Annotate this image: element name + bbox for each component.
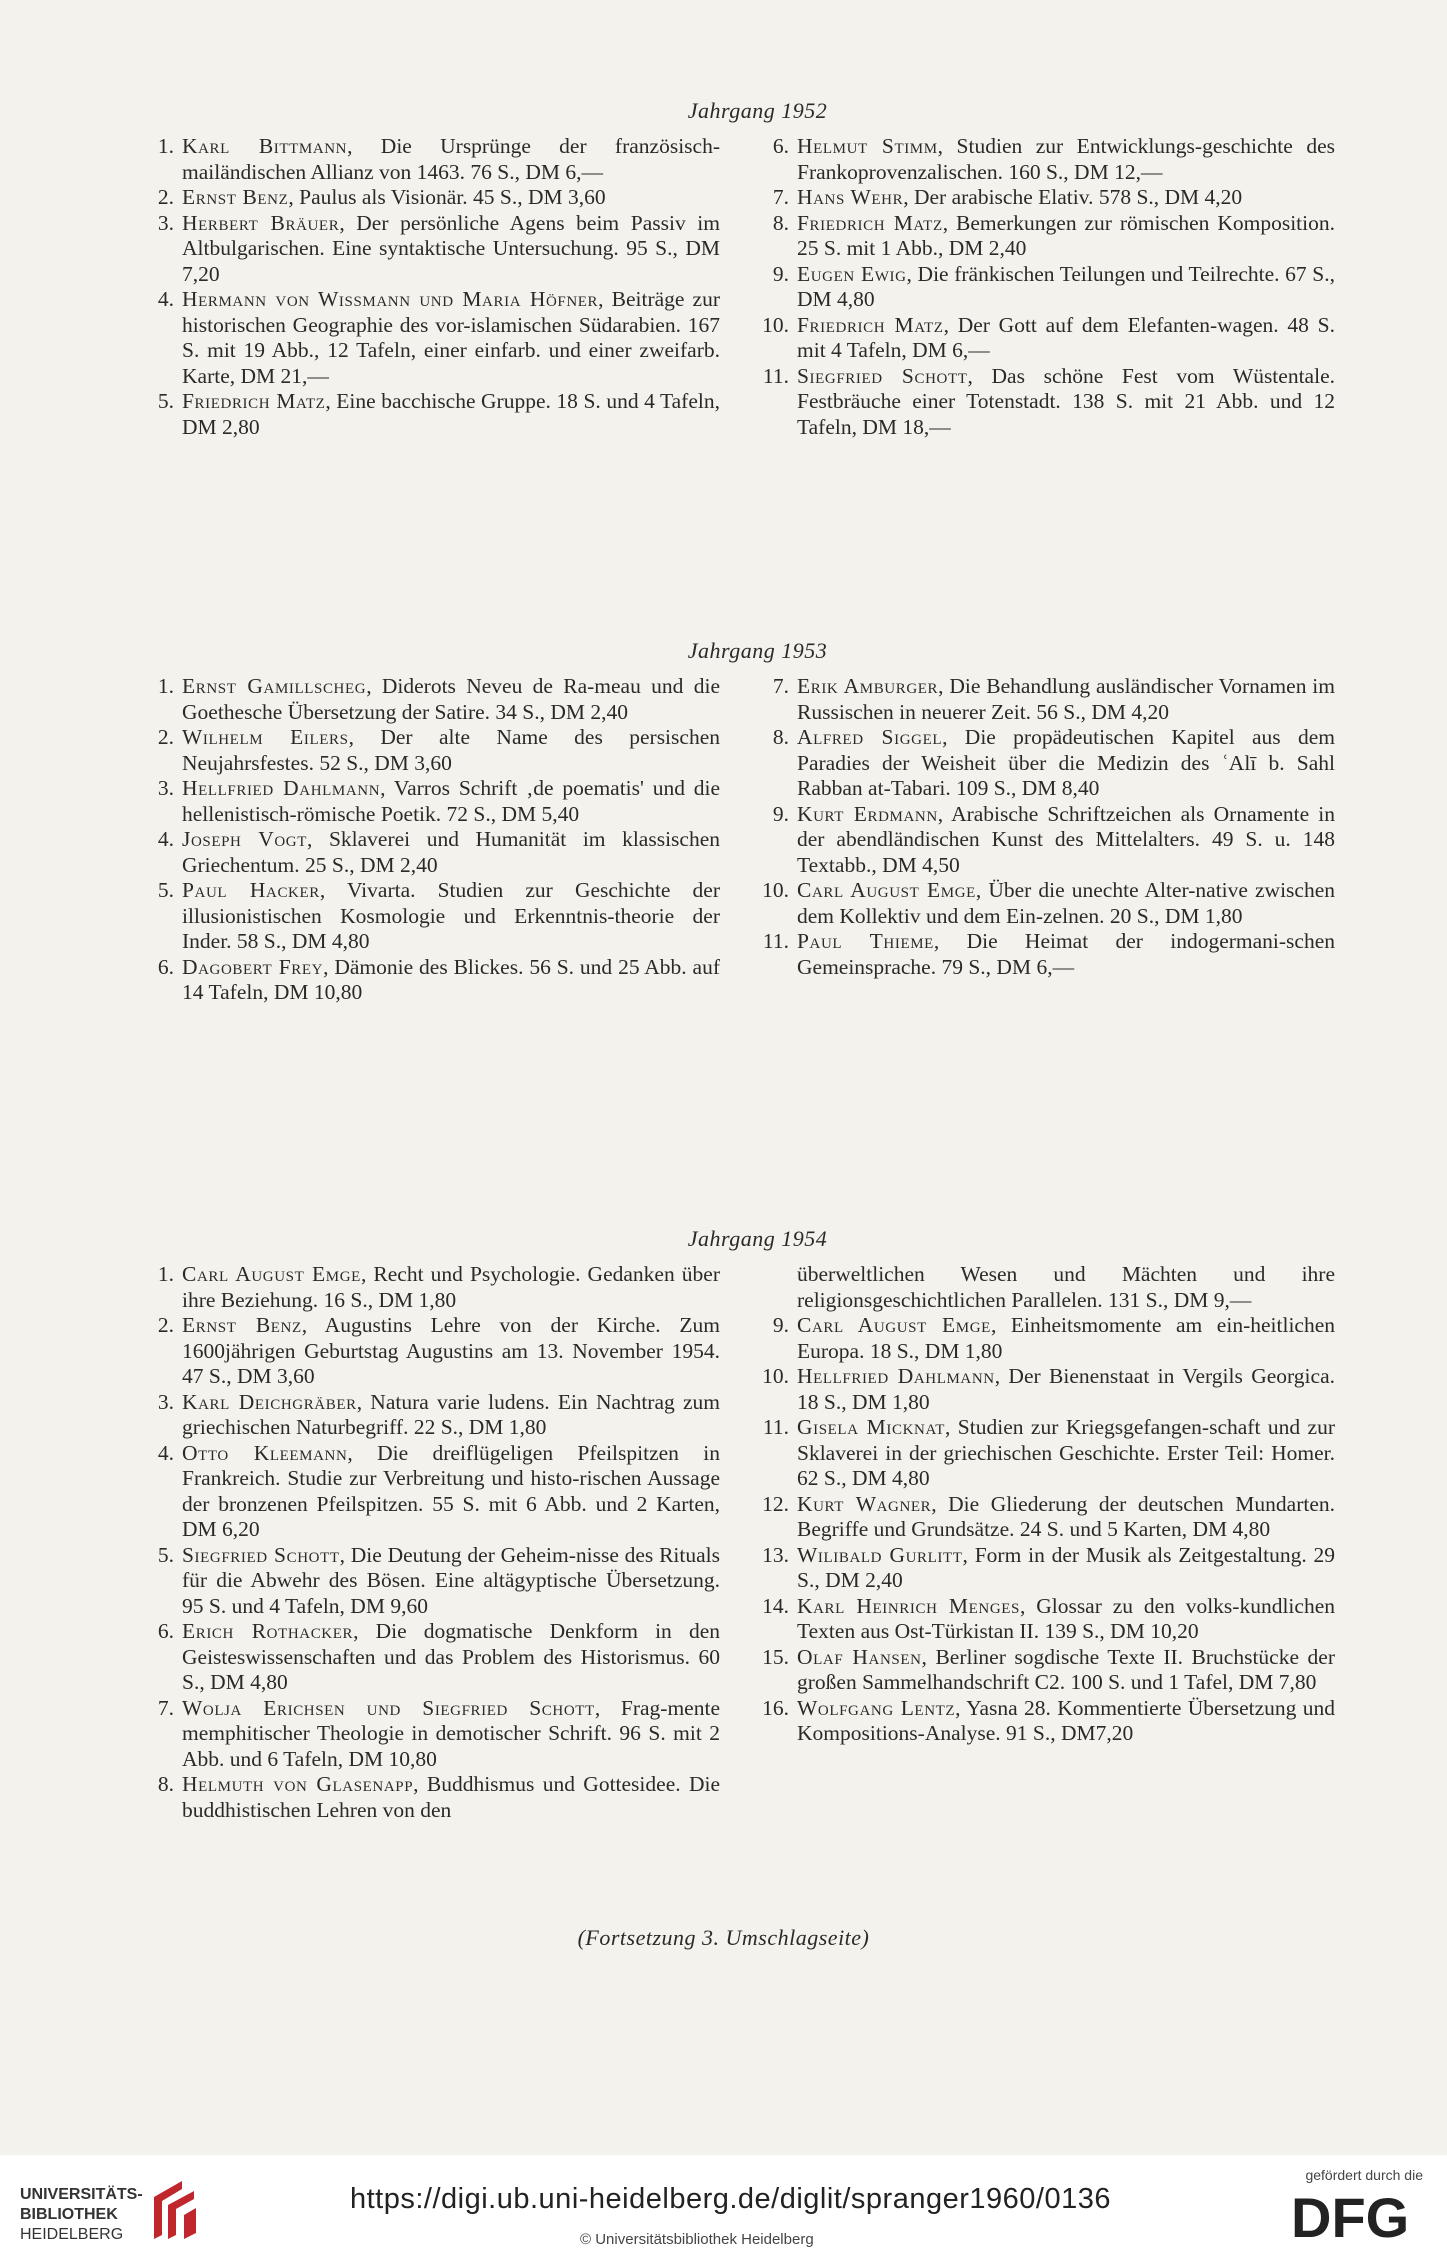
entry-text	[797, 1594, 1335, 1645]
entry-text	[182, 1441, 720, 1543]
entry-number: 7.	[157, 1695, 174, 1720]
entry-title: , Der Gott auf dem Elefanten-wagen. 48 S. mit 4 Tafeln, DM 6,—	[797, 312, 1335, 362]
entry-author: Paul Thieme	[797, 929, 934, 953]
entry-number: 9.	[772, 801, 789, 826]
dfg-logo-icon	[1291, 2187, 1423, 2243]
list-item	[755, 674, 1335, 725]
entry-title: , Dämonie des Blickes. 56 S. und 25 Abb. auf 14 Tafeln, DM 10,80	[182, 954, 720, 1004]
library-name: UNIVERSITÄTS- BIBLIOTHEK HEIDELBERG	[20, 2186, 143, 2243]
entry-text	[182, 185, 720, 211]
entry-number: 15.	[762, 1644, 789, 1669]
list-item	[140, 1772, 720, 1823]
entry-number: 7.	[772, 674, 789, 698]
entry-text	[797, 134, 1335, 185]
digitization-footer	[0, 2155, 1447, 2263]
list-item	[755, 262, 1335, 313]
section-1952	[140, 98, 1335, 440]
list-item	[755, 802, 1335, 879]
section-heading: Jahrgang 1953	[687, 638, 828, 663]
entry-number: 5.	[157, 878, 174, 902]
right-entries	[755, 1313, 1335, 1747]
entry-number: 1.	[157, 1262, 174, 1286]
entry-title: , Das schöne Fest vom Wüstentale. Festbräuche einer Totenstadt. 138 S. mit 21 Abb. und 12 Tafeln, DM 18,—	[797, 363, 1335, 439]
entry-title: , Studien zur Kriegsgefangen-schaft und zur Sklaverei in der griechischen Geschichte. Erster Teil: Homer. 62 S., DM 4,80	[797, 1415, 1335, 1490]
entry-number: 10.	[762, 878, 789, 902]
list-item	[140, 878, 720, 955]
entry-text	[182, 211, 720, 288]
entry-number: 2.	[157, 725, 174, 749]
list-item	[140, 211, 720, 288]
entry-author: Erik Amburger	[797, 674, 939, 698]
entry-author: Alfred Siggel	[797, 725, 943, 749]
entry-text	[797, 725, 1335, 802]
entry-title: , Die Heimat der indogermani-schen Gemeinsprache. 79 S., DM 6,—	[797, 929, 1336, 979]
entry-author: Kurt Wagner	[797, 1491, 932, 1516]
entry-text	[797, 1313, 1335, 1364]
entry-author: Paul Hacker	[182, 878, 320, 902]
entry-text	[182, 1619, 720, 1696]
list-item	[140, 1390, 720, 1441]
entry-number: 10.	[762, 312, 789, 337]
entry-author: Hans Wehr	[797, 185, 904, 209]
entry-title: , Die Deutung der Geheim-nisse des Rituals für die Abwehr des Bösen. Eine altägyptische Übersetzung. 95 S. und 4 Tafeln, DM 9,60	[182, 1542, 720, 1618]
entry-number: 4.	[157, 827, 174, 851]
funding-note: gefördert durch die	[1305, 2167, 1423, 2183]
entry-author: Friedrich Matz	[182, 389, 326, 413]
list-item	[755, 1594, 1335, 1645]
entry-number: 9.	[772, 1313, 789, 1337]
entry-author: Hellfried Dahlmann	[797, 1364, 995, 1388]
right-column	[755, 1262, 1335, 1823]
entry-title: , Diderots Neveu de Ra-meau und die Goethesche Übersetzung der Satire. 34 S., DM 2,40	[182, 674, 720, 724]
entry-title: , Arabische Schriftzeichen als Ornamente in der abendländischen Kunst des Mittelalters. 49 S. u. 148 Textabb., DM 4,50	[797, 801, 1335, 877]
entry-author: Gisela Micknat	[797, 1415, 945, 1439]
list-item	[140, 1543, 720, 1620]
entry-number: 6.	[157, 1619, 174, 1643]
entry-number: 6.	[157, 954, 174, 979]
section-heading: Jahrgang 1952	[687, 98, 828, 123]
entry-number: 11.	[762, 1415, 789, 1439]
list-item	[755, 1696, 1335, 1747]
entry-number: 8.	[157, 1772, 174, 1796]
right-column	[755, 674, 1335, 1006]
entry-author: Carl August Emge	[797, 878, 976, 902]
list-item	[140, 725, 720, 776]
entry-text	[797, 262, 1335, 313]
entry-title: , Sklaverei und Humanität im klassischen Griechentum. 25 S., DM 2,40	[182, 827, 720, 877]
entry-title: , Die Behandlung ausländischer Vornamen im Russischen in neuerer Zeit. 56 S., DM 4,20	[797, 674, 1335, 724]
entry-text	[182, 287, 720, 389]
copyright-notice: © Universitätsbibliothek Heidelberg	[580, 2231, 814, 2248]
entry-title: , Der Bienenstaat in Vergils Georgica. 18 S., DM 1,80	[797, 1364, 1335, 1414]
entry-title: , Der persönliche Agens beim Passiv im Altbulgarischen. Eine syntaktische Untersuchung. 95 S., DM 7,20	[182, 210, 720, 286]
entry-author: Ernst Benz	[182, 185, 289, 209]
entry-number: 9.	[772, 261, 789, 286]
entry-number: 5.	[157, 389, 174, 413]
left-column	[140, 1262, 720, 1823]
entry-text	[797, 802, 1335, 879]
permalink-url[interactable]: https://digi.ub.uni-heidelberg.de/diglit/spranger1960/0136	[350, 2183, 1111, 2215]
list-item	[755, 1364, 1335, 1415]
entry-title: , Augustins Lehre von der Kirche. Zum 1600jährigen Geburtstag Augustins am 13. November 1954. 47 S., DM 3,60	[182, 1313, 720, 1388]
list-item	[140, 827, 720, 878]
entry-author: Wolja Erichsen und Siegfried Schott	[182, 1695, 595, 1720]
entry-author: Wilhelm Eilers	[182, 725, 349, 749]
entry-text	[182, 1696, 720, 1773]
entry-text	[182, 1313, 720, 1390]
entry-number: 1.	[157, 134, 174, 158]
entry-number: 4.	[157, 1440, 174, 1465]
entry-title: , Die Gliederung der deutschen Mundarten. Begriffe und Grundsätze. 24 S. und 5 Karten, DM 4,80	[797, 1491, 1335, 1541]
entry-text	[182, 674, 720, 725]
entry-number: 2.	[157, 185, 174, 209]
list-item	[140, 1696, 720, 1773]
list-item	[755, 1543, 1335, 1594]
list-item	[755, 878, 1335, 929]
list-item	[140, 776, 720, 827]
entry-author: Ernst Benz	[182, 1313, 302, 1337]
entry-number: 10.	[762, 1364, 789, 1388]
list-item	[755, 725, 1335, 802]
entry-title: , Einheitsmomente am ein-heitlichen Europa. 18 S., DM 1,80	[797, 1313, 1336, 1363]
list-item	[755, 185, 1335, 211]
left-column	[140, 674, 720, 1006]
entry-number: 13.	[762, 1542, 789, 1567]
entry-text	[797, 1415, 1335, 1492]
entry-author: Karl Bittmann	[182, 134, 348, 158]
entry-number: 6.	[772, 134, 789, 158]
entry-text	[797, 878, 1335, 929]
entry-author: Ernst Gamillscheg	[182, 674, 367, 698]
entry-number: 11.	[762, 929, 789, 953]
section-1954	[140, 1226, 1335, 1823]
entry-text	[797, 1543, 1335, 1594]
entry-text	[797, 1645, 1335, 1696]
entry-title: , Studien zur Entwicklungs-geschichte des Frankoprovenzalischen. 160 S., DM 12,—	[797, 134, 1335, 184]
entry-number: 5.	[157, 1542, 174, 1567]
left-column	[140, 134, 720, 440]
entry-title: , Berliner sogdische Texte II. Bruchstücke der großen Sammelhandschrift C2. 100 S. und 1 Tafel, DM 7,80	[797, 1644, 1335, 1694]
entry-author: Hellfried Dahlmann	[182, 776, 381, 800]
entry-title: , Bemerkungen zur römischen Komposition. 25 S. mit 1 Abb., DM 2,40	[797, 210, 1335, 260]
entry-text	[797, 185, 1335, 211]
list-item	[140, 185, 720, 211]
entry-title: , Der arabische Elativ. 578 S., DM 4,20	[903, 185, 1243, 209]
entry-author: Karl Heinrich Menges	[797, 1593, 1020, 1618]
entry-title: , Yasna 28. Kommentierte Übersetzung und Kompositions-Analyse. 91 S., DM7,20	[797, 1695, 1335, 1745]
list-item	[140, 955, 720, 1006]
entry-title: , Beiträge zur historischen Geographie des vor-islamischen Südarabien. 167 S. mit 19 Abb., 12 Tafeln, einer einfarb. und einer zweifarb. Karte, DM 21,—	[182, 287, 720, 388]
list-item	[755, 1313, 1335, 1364]
entry-author: Eugen Ewig	[797, 261, 907, 286]
entry-author: Helmut Stimm	[797, 134, 938, 158]
entry-title: , Die dogmatische Denkform in den Geisteswissenschaften und das Problem des Historismus. 60 S., DM 4,80	[182, 1619, 720, 1694]
entry-text	[797, 929, 1335, 980]
entry-title: , Eine bacchische Gruppe. 18 S. und 4 Tafeln, DM 2,80	[182, 389, 720, 439]
entry-author: Friedrich Matz	[797, 210, 943, 235]
entry-author: Carl August Emge	[797, 1313, 991, 1337]
entry-title: , Der alte Name des persischen Neujahrsfestes. 52 S., DM 3,60	[182, 725, 720, 775]
entry-number: 4.	[157, 287, 174, 311]
entry-author: Herbert Bräuer	[182, 210, 340, 235]
entry-text	[797, 1696, 1335, 1747]
entry-author: Helmuth von Glasenapp	[182, 1772, 414, 1796]
list-item	[755, 364, 1335, 441]
entry-author: Otto Kleemann	[182, 1440, 348, 1465]
list-item	[755, 1415, 1335, 1492]
entry-title: , Die dreiflügeligen Pfeilspitzen in Frankreich. Studie zur Verbreitung und histo-rischen Aussage der bronzenen Pfeilspitzen. 55 S. mit 6 Abb. und 2 Karten, DM 6,20	[182, 1440, 720, 1541]
list-item	[755, 1492, 1335, 1543]
list-item	[140, 287, 720, 389]
list-item	[140, 1262, 720, 1313]
entry-title: , Form in der Musik als Zeitgestaltung. 29 S., DM 2,40	[797, 1542, 1335, 1592]
entry-title: , Buddhismus und Gottesidee. Die buddhistischen Lehren von den	[182, 1772, 720, 1822]
entry-text	[797, 364, 1335, 441]
list-item	[140, 1313, 720, 1390]
entry-number: 8.	[772, 210, 789, 235]
entry-number: 11.	[762, 363, 789, 388]
entry-author: Kurt Erdmann	[797, 801, 938, 826]
entry-author: Siegfried Schott	[797, 363, 968, 388]
entry-number: 16.	[762, 1695, 789, 1720]
entry-author: Wilibald Gurlitt	[797, 1542, 963, 1567]
right-column	[755, 134, 1335, 440]
entry-text	[182, 776, 720, 827]
entry-author: Hermann von Wissmann und Maria Höfner	[182, 287, 599, 311]
svg-text:DFG: DFG	[1291, 2187, 1410, 2243]
entry-text	[182, 955, 720, 1006]
entry-title: , Frag-mente memphitischer Theologie in demotischer Schrift. 96 S. mit 2 Abb. und 6 Tafeln, DM 10,80	[182, 1695, 720, 1771]
entry-text	[797, 211, 1335, 262]
entry-text	[797, 1364, 1335, 1415]
entry-title: , Vivarta. Studien zur Geschichte der illusionistischen Kosmologie und Erkenntnis-theorie der Inder. 58 S., DM 4,80	[182, 878, 721, 953]
entry-title: , Die propädeutischen Kapitel aus dem Paradies der Weisheit über die Medizin des ʿAlī b. Sahl Rabban at-Tabari. 109 S., DM 8,40	[797, 725, 1335, 800]
list-item	[755, 313, 1335, 364]
entry-author: Olaf Hansen	[797, 1644, 922, 1669]
list-item	[755, 1645, 1335, 1696]
entry-title: , Die Ursprünge der französisch-mailändischen Allianz von 1463. 76 S., DM 6,—	[182, 134, 720, 184]
entry-author: Wolfgang Lentz	[797, 1695, 956, 1720]
entry-number: 14.	[762, 1593, 789, 1618]
entry-text	[182, 1543, 720, 1620]
entry-number: 12.	[762, 1491, 789, 1516]
list-item	[140, 1441, 720, 1543]
entry-text	[182, 134, 720, 185]
entry-author: Dagobert Frey	[182, 954, 324, 979]
entry-author: Siegfried Schott	[182, 1542, 340, 1567]
entry-text	[182, 1262, 720, 1313]
list-item	[140, 134, 720, 185]
entry-title: , Die fränkischen Teilungen und Teilrechte. 67 S., DM 4,80	[797, 261, 1335, 311]
entry-author: Erich Rothacker	[182, 1619, 354, 1643]
entry-text	[182, 389, 720, 440]
entry-title: , Glossar zu den volks-kundlichen Texten aus Ost-Türkistan II. 139 S., DM 10,20	[797, 1593, 1335, 1643]
entry-number: 3.	[157, 1389, 174, 1414]
entry-number: 8.	[772, 725, 789, 749]
list-item	[755, 929, 1335, 980]
entry-number: 2.	[157, 1313, 174, 1337]
entry-number: 7.	[772, 185, 789, 209]
entry-number: 1.	[157, 674, 174, 698]
section-1953	[140, 638, 1335, 1006]
section-heading: Jahrgang 1954	[687, 1226, 828, 1251]
entry-text	[797, 313, 1335, 364]
entry-author: Carl August Emge	[182, 1262, 361, 1286]
entry-title: , Recht und Psychologie. Gedanken über ihre Beziehung. 16 S., DM 1,80	[182, 1262, 720, 1312]
entry-author: Joseph Vogt	[182, 827, 308, 851]
entry-title: , Natura varie ludens. Ein Nachtrag zum griechischen Naturbegriff. 22 S., DM 1,80	[182, 1389, 720, 1439]
entry-number: 3.	[157, 776, 174, 800]
entry-text	[797, 1492, 1335, 1543]
list-item	[140, 389, 720, 440]
entry-title: , Varros Schrift ‚de poematis' und die hellenistisch-römische Poetik. 72 S., DM 5,40	[182, 776, 720, 826]
entry-text	[182, 878, 720, 955]
entry-title: , Über die unechte Alter-native zwischen dem Kollektiv und dem Ein-zelnen. 20 S., DM 1,80	[797, 878, 1336, 928]
entry-author: Friedrich Matz	[797, 312, 944, 337]
entry-text	[182, 725, 720, 776]
list-item	[140, 1619, 720, 1696]
entry-text	[797, 674, 1335, 725]
library-logo-icon	[148, 2177, 200, 2241]
entry-title: , Paulus als Visionär. 45 S., DM 3,60	[288, 185, 606, 209]
entry-author: Karl Deichgräber	[182, 1389, 357, 1414]
entry-text	[182, 1390, 720, 1441]
continued-entry-text: überweltlichen Wesen und Mächten und ihre religionsgeschichtlichen Parallelen. 131 S., DM 9,—	[797, 1262, 1335, 1312]
entry-text	[182, 827, 720, 878]
list-item	[755, 134, 1335, 185]
list-item	[140, 674, 720, 725]
continuation-note: (Fortsetzung 3. Umschlagseite)	[577, 1925, 870, 1950]
entry-number: 3.	[157, 210, 174, 235]
entry-text	[182, 1772, 720, 1823]
list-item	[755, 211, 1335, 262]
